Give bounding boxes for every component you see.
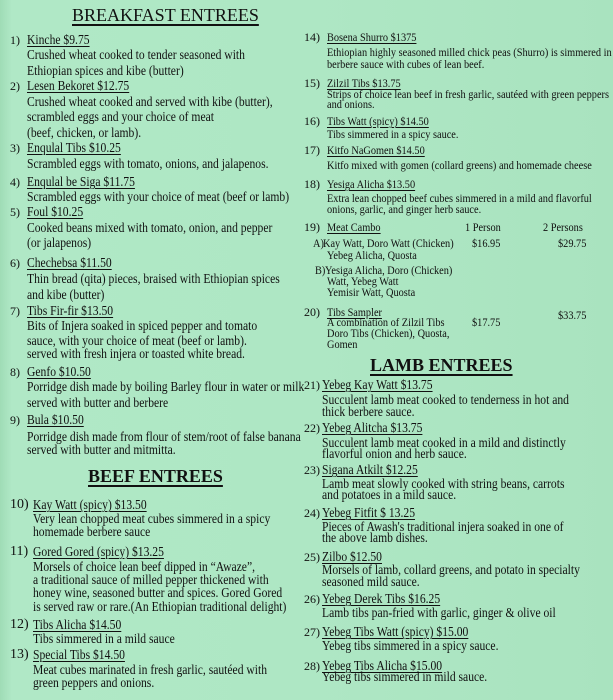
section-heading-lamb: LAMB ENTREES: [370, 355, 513, 375]
item-title: Sigana Atkilt $12.25: [322, 462, 418, 477]
option-line: Watt, Yebeg Watt: [327, 274, 399, 288]
item-description: Extra lean chopped beef cubes simmered in a mild and flavorful: [327, 191, 592, 205]
item-description: berbere sauce with cubes of lean beef.: [327, 57, 485, 71]
item-number: 21): [304, 378, 320, 392]
item-title: Yebeg Fitfit $ 13.25: [322, 505, 416, 520]
item-description: Cooked beans mixed with tomato, onion, and pepper: [27, 220, 273, 235]
item-number: 19): [304, 220, 320, 234]
item-number: 14): [304, 30, 320, 44]
item-description: Yebeg tibs simmered in a spicy sauce.: [322, 638, 499, 653]
item-description: Scrambled eggs with tomato, onions, and jalapenos.: [27, 156, 269, 171]
item-description: Kitfo mixed with gomen (collard greens) and homemade cheese: [327, 158, 592, 172]
item-description: sauce, with your choice of meat (beef or lamb).: [27, 333, 247, 348]
item-description: Meat cubes marinated in fresh garlic, sautéed with: [33, 662, 268, 677]
item-number: 5): [10, 205, 20, 219]
item-number: 24): [304, 506, 320, 520]
option-line: Yebeg Alicha, Quosta: [327, 248, 417, 262]
column-header-1-person: 1 Person: [465, 220, 501, 234]
item-number: 27): [304, 625, 320, 639]
option-line: Kay Watt, Doro Watt (Chicken): [323, 236, 454, 250]
item-description: A combination of Zilzil Tibs: [327, 315, 445, 329]
item-title: Yesiga Alicha $13.50: [327, 177, 416, 191]
item-title: Enqulal Tibs $10.25: [27, 140, 121, 155]
item-description: Bits of Injera soaked in spiced pepper and tomato: [27, 318, 258, 333]
item-number: 4): [10, 175, 20, 189]
option-line: Yesiga Alicha, Doro (Chicken): [325, 263, 453, 277]
item-description: Morsels of lamb, collard greens, and potato in specialty: [322, 562, 580, 577]
section-heading-breakfast: BREAKFAST ENTREES: [72, 5, 259, 25]
item-description: served with fresh injera or toasted white bread.: [27, 346, 245, 361]
item-title: Yebeg Derek Tibs $16.25: [322, 591, 441, 606]
item-title: Tibs Sampler: [327, 305, 382, 319]
item-description: Crushed wheat cooked and served with kibe (butter),: [27, 94, 273, 109]
item-description: Doro Tibs (Chicken), Quosta,: [327, 326, 450, 340]
item-title: Tibs Alicha $14.50: [33, 617, 122, 632]
item-title: Special Tibs $14.50: [33, 647, 125, 662]
option-line: Yemisir Watt, Quosta: [327, 285, 416, 299]
option-label: B): [315, 263, 326, 277]
item-number: 17): [304, 143, 320, 157]
item-number: 7): [10, 304, 20, 318]
item-title: Yebeg Alitcha $13.75: [322, 420, 423, 435]
item-description: Succulent lamb meat cooked to tenderness in hot and: [322, 392, 569, 407]
item-description: Tibs simmered in a spicy sauce.: [327, 127, 459, 141]
item-title: Kitfo NaGomen $14.50: [327, 143, 425, 157]
item-number: 25): [304, 550, 320, 564]
item-description: Ethiopian highly seasoned milled chick peas (Shurro) is simmered in: [327, 45, 612, 59]
option-label: A): [313, 236, 324, 250]
item-description: Lamb meat slowly cooked with string beans, carrots: [322, 476, 565, 491]
item-number: 10): [10, 497, 29, 512]
item-description: Ethiopian spices and kibe (butter): [27, 63, 184, 78]
price-1-person: $16.95: [472, 236, 501, 250]
item-description: the above lamb dishes.: [322, 530, 428, 545]
item-number: 20): [304, 305, 320, 319]
section-heading-beef: BEEF ENTREES: [88, 466, 223, 486]
item-number: 12): [10, 617, 29, 632]
item-description: and kibe (butter): [27, 287, 105, 302]
item-description: Yebeg tibs simmered in mild sauce.: [322, 669, 488, 684]
item-title: Yebeg Tibs Watt (spicy) $15.00: [322, 624, 469, 639]
item-number: 13): [10, 647, 29, 662]
item-description: Morsels of choice lean beef dipped in “Awaze”,: [33, 559, 256, 574]
item-title: Lesen Bekoret $12.75: [27, 78, 130, 93]
item-title: Tibs Fir-fir $13.50: [27, 303, 114, 318]
item-description: Tibs simmered in a mild sauce: [33, 631, 175, 646]
item-description: homemade berbere sauce: [33, 524, 151, 539]
item-number: 23): [304, 463, 320, 477]
item-description: (or jalapenos): [27, 235, 92, 250]
item-number: 16): [304, 114, 320, 128]
item-title: Gored Gored (spicy) $13.25: [33, 544, 164, 559]
item-description: served with butter and mitmitta.: [27, 442, 176, 457]
item-number: 9): [10, 413, 20, 427]
item-number: 22): [304, 421, 320, 435]
item-title: Bula $10.50: [27, 412, 84, 427]
price-1-person: $17.75: [472, 315, 501, 329]
item-title: Yebeg Tibs Alicha $15.00: [322, 658, 443, 673]
price-2-persons: $29.75: [558, 236, 587, 250]
item-description: (beef, chicken, or lamb).: [27, 125, 142, 140]
item-number: 2): [10, 79, 20, 93]
item-description: and potatoes in a mild sauce.: [322, 487, 457, 502]
item-description: honey wine, seasoned butter and spices. Gored Gored: [33, 585, 283, 600]
column-header-2-persons: 2 Persons: [543, 220, 583, 234]
item-number: 15): [304, 76, 320, 90]
item-description: Succulent lamb meat cooked in a mild and distinctly: [322, 435, 566, 450]
item-title: Yebeg Kay Watt $13.75: [322, 377, 433, 392]
item-description: Thin bread (qita) pieces, braised with Ethiopian spices: [27, 271, 280, 286]
item-title: Kay Watt (spicy) $13.50: [33, 497, 147, 512]
item-title: Chechebsa $11.50: [27, 255, 112, 270]
item-description: scrambled eggs and your choice of meat: [27, 109, 214, 124]
item-description: and onions.: [327, 97, 375, 111]
item-title: Kinche $9.75: [27, 32, 90, 47]
item-description: Crushed wheat cooked to tender seasoned with: [27, 47, 245, 62]
item-number: 11): [10, 544, 29, 559]
price-2-persons: $33.75: [558, 308, 587, 322]
item-description: a traditional sauce of milled pepper thickened with: [33, 572, 269, 587]
item-number: 26): [304, 592, 320, 606]
item-description: Very lean chopped meat cubes simmered in a spicy: [33, 511, 271, 526]
item-description: Gomen: [327, 337, 358, 351]
item-title: Zilbo $12.50: [322, 549, 382, 564]
item-description: green peppers and onions.: [33, 675, 155, 690]
item-description: Porridge dish made from flour of stem/root of false banana: [27, 429, 301, 444]
item-description: Pieces of Awash's traditional injera soaked in one of: [322, 519, 564, 534]
item-description: Porridge dish made by boiling Barley flour in water or milk: [27, 379, 305, 394]
item-description: seasoned mild sauce.: [322, 574, 420, 589]
item-description: Lamb tibs pan-fried with garlic, ginger & olive oil: [322, 605, 556, 620]
item-number: 8): [10, 365, 20, 379]
item-description: Scrambled eggs with your choice of meat (beef or lamb): [27, 189, 290, 204]
item-title: Genfo $10.50: [27, 364, 91, 379]
item-number: 28): [304, 659, 320, 673]
item-description: is served raw or rare.(An Ethiopian traditional delight): [33, 599, 287, 614]
item-title: Bosena Shurro $1375: [327, 30, 417, 44]
item-title: Zilzil Tibs $13.75: [327, 76, 401, 90]
item-description: served with butter and berbere: [27, 395, 169, 410]
item-title: Foul $10.25: [27, 204, 84, 219]
item-number: 18): [304, 177, 320, 191]
item-number: 6): [10, 256, 20, 270]
item-description: flavorful onion and herb sauce.: [322, 446, 467, 461]
item-description: onions, garlic, and ginger herb sauce.: [327, 202, 482, 216]
item-description: Strips of choice lean beef in fresh garlic, sautéed with green peppers: [327, 87, 609, 101]
item-title: Meat Cambo: [327, 220, 381, 234]
item-number: 3): [10, 141, 20, 155]
item-description: thick berbere sauce.: [322, 404, 415, 419]
item-title: Tibs Watt (spicy) $14.50: [327, 114, 429, 128]
item-number: 1): [10, 33, 20, 47]
item-title: Enqulal be Siga $11.75: [27, 174, 135, 189]
